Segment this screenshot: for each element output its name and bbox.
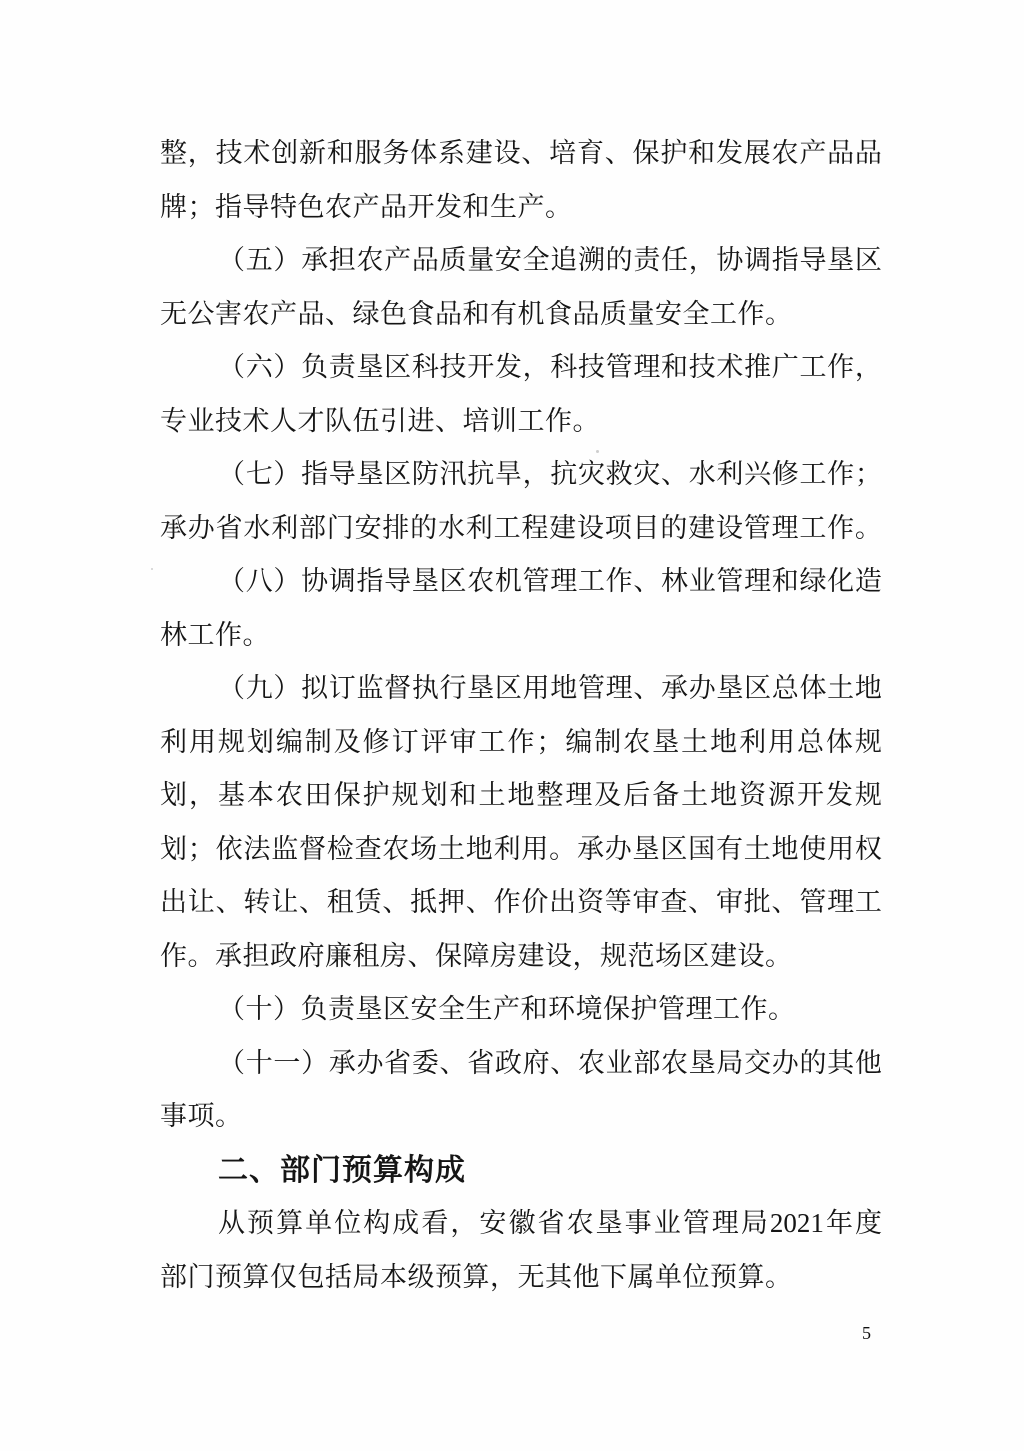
body-text-line: 无公害农产品、绿色食品和有机食品质量安全工作。 [160,298,793,329]
document-body [160,127,882,1304]
body-text-line: 林工作。 [160,619,270,650]
body-text-line: 划 ， 基 本 农 田 保 护 规 划 和 土 地 整 理 及 后 备 土 地 资 源 开 发 规 [160,780,882,810]
body-text-line: （十）负责垦区安全生产和环境保护管理工作。 [218,994,796,1024]
body-text-line: 事项。 [160,1101,243,1131]
body-text-line: 作。承担政府廉租房、保障房建设，规范场区建设。 [160,940,793,971]
body-text-line: （ 十 一 ） 承 办 省 委 、 省 政 府 、 农 业 部 农 垦 局 交 办 的 其 他 [218,1047,882,1078]
scan-speckle [151,568,153,570]
body-text-line: 牌；指导特色农产品开发和生产。 [160,191,573,222]
body-text-line: 划 ； 依 法 监 督 检 查 农 场 土 地 利 用 。 承 办 垦 区 国 有 土 地 使 用 权 [160,833,882,864]
body-text-line: 部门预算仅包括局本级预算，无其他下属单位预算。 [160,1261,793,1292]
body-text-line: 从 预 算 单 位 构 成 看 ， 安 徽 省 农 垦 事 业 管 理 局 2021 年 度 [218,1208,882,1238]
section-heading: 二、部门预算构成 [218,1152,466,1188]
body-text-line: 专业技术人才队伍引进、培训工作。 [160,405,600,436]
scan-speckle [596,450,599,453]
body-text-line: 利 用 规 划 编 制 及 修 订 评 审 工 作 ； 编 制 农 垦 土 地 利 用 总 体 规 [160,726,882,757]
page-number: 5 [862,1323,871,1343]
body-text-line: （ 八 ） 协 调 指 导 垦 区 农 机 管 理 工 作 、 林 业 管 理 和 绿 化 造 [218,566,882,596]
body-text-line: 整 ， 技 术 创 新 和 服 务 体 系 建 设 、 培 育 、 保 护 和 发 展 农 产 品 品 [160,138,882,168]
body-text-line: 承 办 省 水 利 部 门 安 排 的 水 利 工 程 建 设 项 目 的 建 设 管 理 工 作 。 [160,512,882,543]
body-text-line: （ 六 ） 负 责 垦 区 科 技 开 发 ， 科 技 管 理 和 技 术 推 广 工 作 ， [218,352,882,382]
body-text-line: （ 九 ） 拟 订 监 督 执 行 垦 区 用 地 管 理 、 承 办 垦 区 总 体 土 地 [218,673,882,703]
body-text-line: （ 五 ） 承 担 农 产 品 质 量 安 全 追 溯 的 责 任 ， 协 调 指 导 垦 区 [218,245,882,275]
body-text-line: 出 让 、 转 让 、 租 赁 、 抵 押 、 作 价 出 资 等 审 查 、 审 批 、 管 理 工 [160,887,882,917]
body-text-line: （ 七 ） 指 导 垦 区 防 汛 抗 旱 ， 抗 灾 救 灾 、 水 利 兴 修 工 作 ； [218,459,882,489]
